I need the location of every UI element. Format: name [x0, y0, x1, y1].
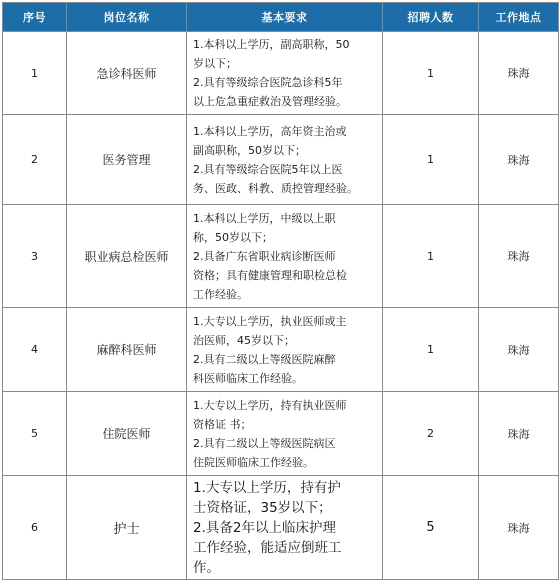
requirement-line: 2.具备广东省职业病诊断医师	[193, 249, 336, 263]
header-count: 招聘人数	[383, 3, 479, 32]
requirement-line: 作。	[193, 559, 220, 576]
requirement-line: 科医师临床工作经验。	[193, 371, 303, 385]
row-count: 1	[383, 32, 479, 115]
requirement-line: 2.具有等级综合医院5年以上医	[193, 162, 343, 176]
row-requirements	[187, 115, 383, 205]
requirement-line: 2.具有等级综合医院急诊科5年	[193, 76, 343, 89]
requirement-line: 资格；具有健康管理和职检总检	[193, 268, 347, 282]
requirement-line: 1.大专以上学历，持有执业医师	[193, 398, 347, 412]
requirement-line: 士资格证，35岁以下；	[193, 499, 332, 516]
row-location: 珠海	[479, 32, 559, 115]
header-position: 岗位名称	[67, 3, 187, 32]
row-no: 5	[3, 392, 67, 476]
row-location: 珠海	[479, 115, 559, 205]
row-position: 职业病总检医师	[67, 205, 187, 308]
requirement-line: 称，50岁以下；	[193, 230, 273, 244]
table-row	[3, 205, 559, 308]
row-location: 珠海	[479, 308, 559, 392]
requirement-line: 1.大专以上学历，持有护	[193, 479, 341, 496]
requirement-line: 1.大专以上学历，执业医师或主	[193, 314, 347, 328]
row-requirements	[187, 308, 383, 392]
row-location: 珠海	[479, 392, 559, 476]
row-count: 1	[383, 308, 479, 392]
row-count: 5	[383, 476, 479, 580]
row-count: 1	[383, 115, 479, 205]
row-location: 珠海	[479, 205, 559, 308]
row-no: 4	[3, 308, 67, 392]
requirement-line: 住院医师临床工作经验。	[193, 455, 314, 469]
row-no: 2	[3, 115, 67, 205]
requirement-line: 副高职称，50岁以下；	[193, 143, 306, 157]
header-requirements: 基本要求	[187, 3, 383, 32]
requirement-line: 1.本科以上学历，副高职称，50	[193, 38, 350, 51]
row-position: 急诊科医师	[67, 32, 187, 115]
header-no: 序号	[3, 3, 67, 32]
requirement-line: 2.具有二级以上等级医院病区	[193, 436, 336, 450]
requirement-line: 岁以下；	[193, 57, 237, 70]
row-position: 护士	[67, 476, 187, 580]
row-location: 珠海	[479, 476, 559, 580]
row-no: 3	[3, 205, 67, 308]
table-row	[3, 392, 559, 476]
row-count: 2	[383, 392, 479, 476]
table-row	[3, 115, 559, 205]
row-no: 1	[3, 32, 67, 115]
table-row	[3, 32, 559, 115]
requirement-line: 1.本科以上学历，中级以上职	[193, 211, 336, 225]
requirement-line: 2.具备2年以上临床护理	[193, 519, 336, 536]
requirement-line: 治医师，45岁以下；	[193, 333, 295, 347]
header-location: 工作地点	[479, 3, 559, 32]
table-row	[3, 308, 559, 392]
row-position: 医务管理	[67, 115, 187, 205]
requirement-line: 工作经验。	[193, 287, 248, 301]
requirement-line: 工作经验，能适应倒班工	[193, 539, 342, 556]
table-row	[3, 476, 559, 580]
requirement-line: 1.本科以上学历，高年资主治或	[193, 124, 347, 138]
row-position: 住院医师	[67, 392, 187, 476]
recruitment-table	[2, 2, 559, 580]
requirement-line: 资格证 书；	[193, 417, 252, 431]
row-requirements	[187, 32, 383, 115]
row-no: 6	[3, 476, 67, 580]
row-requirements	[187, 392, 383, 476]
row-position: 麻醉科医师	[67, 308, 187, 392]
row-count: 1	[383, 205, 479, 308]
requirement-line: 以上危急重症救治及管理经验。	[193, 95, 347, 108]
requirement-line: 2.具有二级以上等级医院麻醉	[193, 352, 336, 366]
row-requirements	[187, 205, 383, 308]
table-header-row	[3, 3, 559, 32]
row-requirements	[187, 476, 383, 580]
requirement-line: 务、医政、科教、质控管理经验。	[193, 181, 358, 195]
